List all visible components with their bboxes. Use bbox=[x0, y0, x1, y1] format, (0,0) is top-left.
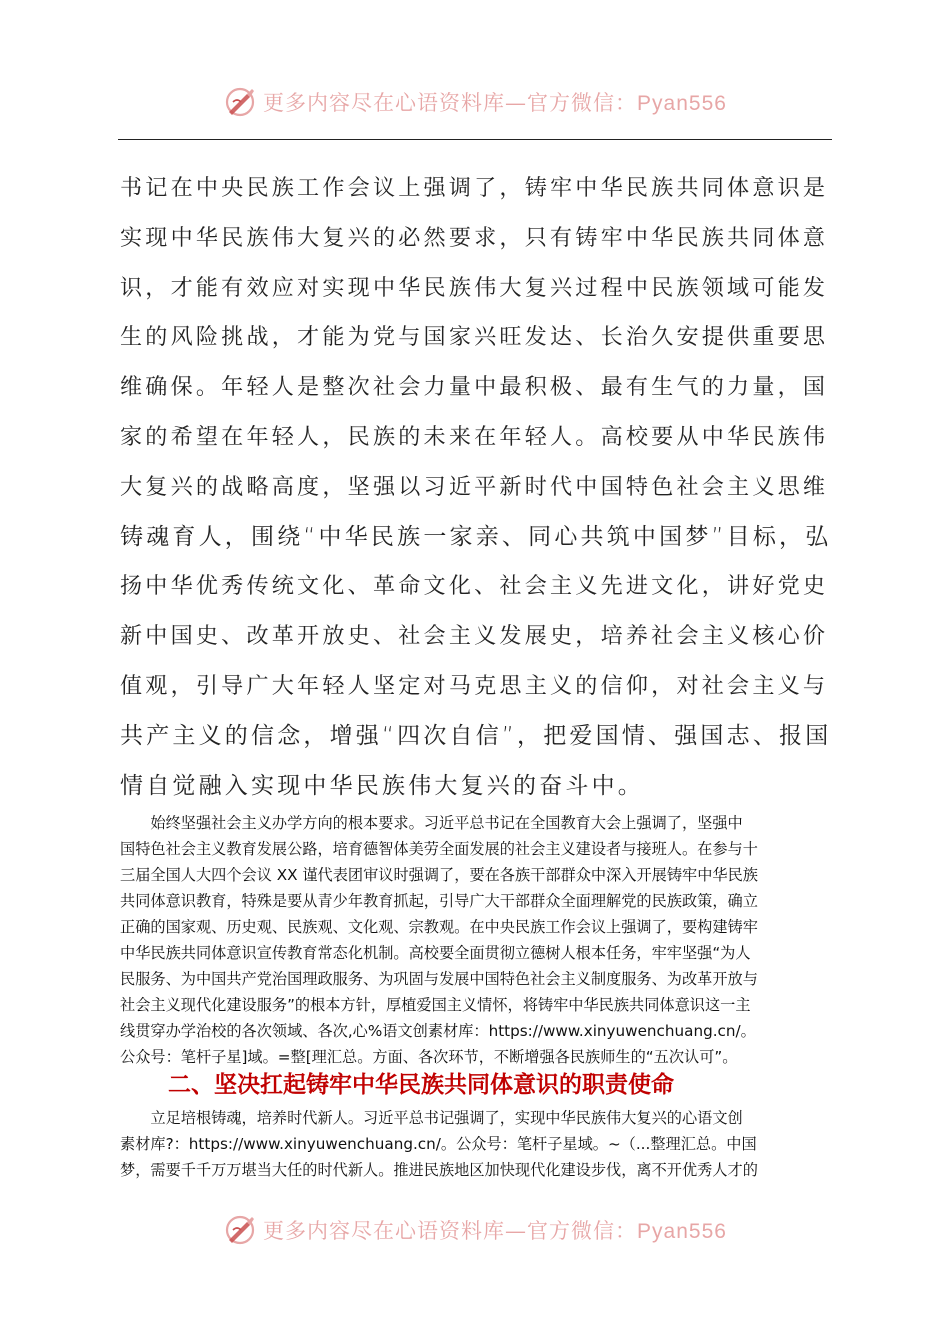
body-line: 值观，引导广大年轻人坚定对马克思主义的信仰，对社会主义与 bbox=[120, 672, 829, 699]
body-line: 大复兴的战略高度，坚强以习近平新时代中国特色社会主义思维 bbox=[120, 473, 829, 500]
pen-logo-icon bbox=[223, 85, 257, 119]
body-line: 识，才能有效应对实现中华民族伟大复兴过程中民族领域可能发 bbox=[120, 274, 829, 301]
body-line: 生的风险挑战，才能为党与国家兴旺发达、长治久安提供重要思 bbox=[120, 324, 829, 351]
paragraph-education-direction bbox=[120, 810, 832, 1070]
body-line: 铸魂育人，围绕“中华民族一家亲、同心共筑中国梦”目标，弘 bbox=[120, 523, 832, 550]
paragraph-line: 中华民族共同体意识宣传教育常态化机制。高校要全面贯彻立德树人根本任务，牢牢坚强“为人 bbox=[120, 944, 751, 962]
paragraph-line: 共同体意识教育，特殊是要从青少年教育抓起，引导广大干部群众全面理解党的民族政策，确立 bbox=[120, 892, 758, 910]
section-heading: 二、坚决扛起铸牢中华民族共同体意识的职责使命 bbox=[168, 1072, 674, 1098]
paragraph-line: 三届全国人大四个会议 XX 谨代表团审议时强调了，要在各族干部群众中深入开展铸牢中华民族 bbox=[120, 866, 758, 884]
header-divider bbox=[118, 139, 832, 140]
paragraph-cultivate-new-people bbox=[120, 1105, 832, 1183]
paragraph-line: 公众号：笔杆子星]域。=整[理汇总。方面、各次环节，不断增强各民族师生的“五次认可”。 bbox=[120, 1048, 738, 1066]
body-line: 共产主义的信念，增强“四次自信”，把爱国情、强国志、报国 bbox=[120, 722, 832, 749]
body-line: 扬中华优秀传统文化、革命文化、社会主义先进文化，讲好党史 bbox=[120, 573, 829, 600]
body-text-large bbox=[120, 164, 832, 811]
body-line: 新中国史、改革开放史、社会主义发展史，培养社会主义核心价 bbox=[120, 623, 829, 650]
body-line: 维确保。年轻人是整次社会力量中最积极、最有生气的力量，国 bbox=[120, 374, 829, 401]
wechat-id: Pyan556 bbox=[637, 1220, 727, 1243]
pen-logo-icon bbox=[223, 1213, 257, 1247]
header-watermark-banner bbox=[0, 80, 950, 124]
header-watermark-text: 更多内容尽在心语资料库—官方微信：Pyan556 bbox=[263, 91, 727, 115]
paragraph-line: 梦，需要千千万万堪当大任的时代新人。推进民族地区加快现代化建设步伐，离不开优秀人才的 bbox=[120, 1161, 758, 1179]
paragraph-line: 社会主义现代化建设服务”的根本方针，厚植爱国主义情怀，将铸牢中华民族共同体意识这一主 bbox=[120, 996, 751, 1014]
paragraph-line: 正确的国家观、历史观、民族观、文化观、宗教观。在中央民族工作会议上强调了，要构建铸牢 bbox=[120, 918, 758, 936]
wechat-id: Pyan556 bbox=[637, 92, 727, 115]
paragraph-line: 民服务、为中国共产党治国理政服务、为巩固与发展中国特色社会主义制度服务、为改革开放与 bbox=[120, 970, 758, 988]
paragraph-line: 国特色社会主义教育发展公路，培育德智体美劳全面发展的社会主义建设者与接班人。在参与十 bbox=[120, 840, 758, 858]
footer-watermark-banner bbox=[0, 1208, 950, 1252]
paragraph-line: 素材库?：https://www.xinyuwenchuang.cn/。公众号：笔杆子星域。~（...整理汇总。中国 bbox=[120, 1135, 757, 1153]
footer-watermark-text: 更多内容尽在心语资料库—官方微信：Pyan556 bbox=[263, 1219, 727, 1243]
body-line: 情自觉融入实现中华民族伟大复兴的奋斗中。 bbox=[120, 772, 644, 799]
paragraph-line: 立足培根铸魂，培养时代新人。习近平总书记强调了，实现中华民族伟大复兴的心语文创 bbox=[120, 1109, 743, 1127]
body-line: 实现中华民族伟大复兴的必然要求，只有铸牢中华民族共同体意 bbox=[120, 224, 829, 251]
body-line: 家的希望在年轻人，民族的未来在年轻人。高校要从中华民族伟 bbox=[120, 423, 829, 450]
paragraph-line: 始终坚强社会主义办学方向的根本要求。习近平总书记在全国教育大会上强调了，坚强中 bbox=[120, 814, 743, 832]
paragraph-line: 线贯穿办学治校的各次领域、各次,心%语文创素材库：https://www.xinyuwenchuang.cn/。 bbox=[120, 1022, 756, 1040]
body-line: 书记在中央民族工作会议上强调了，铸牢中华民族共同体意识是 bbox=[120, 175, 829, 201]
